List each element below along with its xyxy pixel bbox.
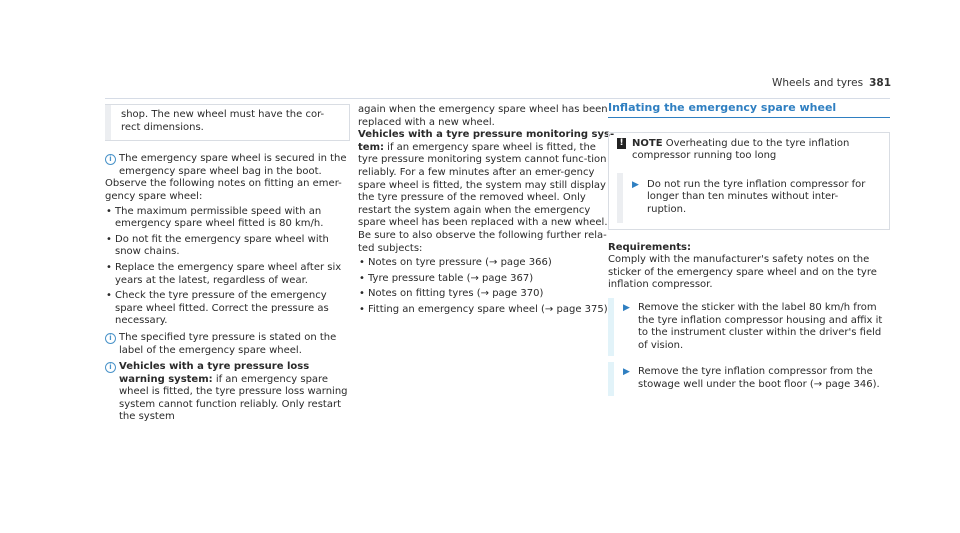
page-header [772, 77, 891, 90]
list-item: • Check the tyre pressure of the emergency spare wheel fitted. Correct the pressure as necessary. [105, 290, 350, 328]
continuation-box [105, 104, 350, 141]
column-left [105, 104, 350, 424]
note-box [608, 132, 890, 230]
action-text: Do not run the tyre inflation compressor for longer than ten minutes without inter-ruption. [647, 178, 866, 215]
arrow-right-icon: ▶ [623, 302, 630, 313]
step-item [608, 362, 890, 395]
warning-icon: ! [617, 138, 626, 149]
info-icon: i [105, 154, 116, 165]
requirements-text: Comply with the manufacturer's safety notes on the sticker of the emergency spare wheel and on the tyre inflation compressor. [608, 254, 877, 291]
section-title: Wheels and tyres [771, 77, 864, 89]
column-right [608, 101, 890, 396]
note-header [632, 138, 868, 163]
step-text: Remove the sticker with the label 80 km/h from the tyre inflation compressor housing and affix it to the instrument cluster within the driver's field of vision. [638, 301, 883, 351]
observe-text: Observe the following notes on fitting an emer-gency spare wheel: [105, 178, 342, 202]
note-text: The emergency spare wheel is secured in the emergency spare wheel bag in the boot. [119, 153, 347, 177]
observe-text: Be sure to also observe the following further rela-ted subjects: [358, 229, 607, 254]
note-title: NOTE [632, 137, 663, 149]
requirements-title: Requirements: [608, 241, 691, 253]
header-rule [105, 98, 890, 99]
step-item [608, 298, 890, 356]
info-note-label [105, 332, 350, 357]
info-icon: i [105, 333, 116, 344]
monitoring-bold: Vehicles with a tyre pressure monitoring sys-tem: [358, 129, 615, 153]
link-list [358, 257, 616, 316]
info-note-warning-system [105, 361, 350, 424]
page-number: 381 [869, 77, 891, 89]
continuation-text: again when the emergency spare wheel has been replaced with a new wheel. [358, 104, 608, 128]
link-item[interactable]: • Notes on fitting tyres (→ page 370) [358, 288, 616, 301]
monitoring-paragraph [358, 129, 616, 230]
monitoring-body: if an emergency spare wheel is fitted, the tyre pressure monitoring system cannot func-tion reliably. For a few minutes after an emer-gency spare wheel is fitted, the system may still display the tyre pressure of the removed wheel. Only restart the system again when the emergency spare wheel has been replaced with a new wheel. [358, 141, 608, 229]
bullet-list [105, 206, 350, 328]
section-heading: Inflating the emergency spare wheel [608, 102, 890, 118]
list-item: • The maximum permissible speed with an emergency spare wheel fitted is 80 km/h. [105, 206, 350, 231]
note-bold: Vehicles with a tyre pressure loss warning system: [119, 361, 310, 385]
note-text: The specified tyre pressure is stated on the label of the emergency spare wheel. [119, 331, 337, 356]
link-item[interactable]: • Notes on tyre pressure (→ page 366) [358, 257, 616, 270]
list-item: • Replace the emergency spare wheel after six years at the latest, regardless of wear. [105, 262, 350, 287]
note-body: if an emergency spare wheel is fitted, the tyre pressure loss warning system cannot function reliably. Only restart the system [119, 373, 348, 423]
note-action [617, 173, 883, 223]
continuation-text: shop. The new wheel must have the cor- rect dimensions. [121, 109, 325, 133]
list-item: • Do not fit the emergency spare wheel with snow chains. [105, 234, 350, 259]
info-note-bag [105, 153, 350, 178]
step-text: Remove the tyre inflation compressor from the stowage well under the boot floor (→ page 346). [638, 366, 880, 390]
column-middle [358, 104, 616, 320]
arrow-right-icon: ▶ [623, 367, 630, 378]
link-item[interactable]: • Fitting an emergency spare wheel (→ page 375) [358, 304, 616, 317]
info-icon: i [105, 362, 116, 373]
arrow-right-icon: ▶ [632, 179, 639, 190]
note-body: Overheating due to the tyre inflation compressor running too long [632, 137, 850, 162]
link-item[interactable]: • Tyre pressure table (→ page 367) [358, 273, 616, 286]
note-text [119, 361, 350, 424]
